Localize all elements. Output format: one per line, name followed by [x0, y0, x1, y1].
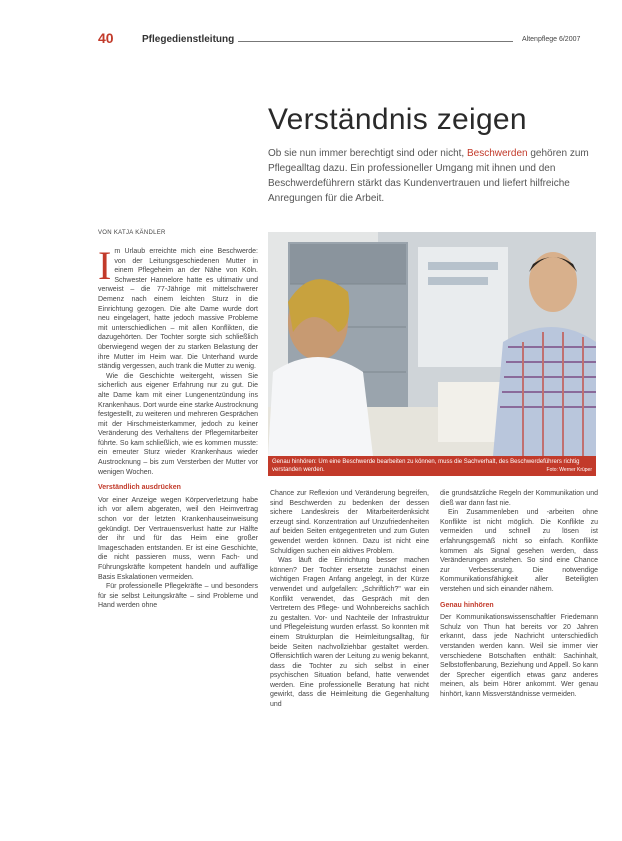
- text-column-3: [440, 489, 598, 819]
- header-rule: [238, 41, 513, 42]
- paragraph: Chance zur Reflexion und Veränderung begreifen, sind Beschwerden zu bedenken der dessen sichere Landeskreis der Mitarbeiterdenksicht erzeugt sind. Konzentration auf Unzufriedenheiten auf beiden Seiten entgegentreten und zum Guten gewendet werden können. Dazu ist nicht eine Schuldigen suchen ein aktives Problem.: [270, 490, 429, 555]
- lead-text-start: Ob sie nun immer berechtigt sind oder nicht,: [268, 148, 467, 159]
- drop-cap: I: [98, 247, 112, 288]
- paragraph: Der Kommunikationswissenschaftler Friedemann Schulz von Thun hat bereits vor 20 Jahren erkannt, dass jede Nachricht unterschiedlich verstanden werden kann. Weil sie immer vier verschiedene Botschaften enthält: Sachinhalt, Selbstoffenbarung, Beziehung und Appell. So kann der Sprecher eigentlich etwas ganz anderes meinen, als beim Hörer ankommt. Wer genau hinhört, kann Missverständnisse vermeiden.: [440, 614, 598, 698]
- text-column-1: [98, 247, 258, 817]
- lead-text-end: gehören zum Pflegealltag dazu. Ein professioneller Umgang mit ihnen und den Beschwerdeführern stärkt das Kundenvertrauen und liefert hilfreiche Anregungen für die Arbeit.: [268, 148, 589, 204]
- paragraph: m Urlaub erreichte mich eine Beschwerde: von der Leitungsgeschiedenen Mutter in einem Pflegeheim an der Nähe von Köln. Schwester Hannelore hatte es ultimativ und verweist – die 77-Jährige mit mittelschwerer Demenz nach einem leichten Sturz in die Einrichtung gezogen. Die alte Dame wurde dort neu eingelagert, hatte jedoch massive Probleme mit unterschiedlichen – mit allen Konflikten, die dazugehörten. Der Tochter sorgte sich schließlich überwiegend wegen der zu starken Belastung der ihre Mutter im Heim war. Die Unterhand wurde ständig vergessen, auch trank die Mutter zu wenig.: [98, 248, 258, 371]
- subheading: Verständlich ausdrücken: [98, 484, 181, 492]
- issue-label: Altenpflege 6/2007: [522, 36, 581, 43]
- text-column-2: [270, 489, 429, 819]
- paragraph: die grundsätzliche Regeln der Kommunikation und dieß war dann fast nie.: [440, 490, 598, 507]
- article-lead: [268, 146, 598, 206]
- article-headline: Verständnis zeigen: [268, 103, 527, 136]
- lead-highlight: Beschwerden: [466, 148, 528, 159]
- paragraph: Vor einer Anzeige wegen Körperverletzung habe ich vor allem abgeraten, weil den Heimvertrag schon vor der letzten Krankenhauseinweisung gekündigt. Der Vertrauensverlust hatte zur Hälfte der ihr und für das Heim eine großer Imageschaden entstanden. Er ist eine Geschichte, die nicht passieren muss, wenn Fach- und Führungskräfte kompetent handeln und auffällige Basis Eskalationen vermeiden.: [98, 496, 258, 581]
- photo-credit: Foto: Werner Krüper: [546, 467, 592, 473]
- paragraph: Ein Zusammenleben und -arbeiten ohne Konflikte ist nicht möglich. Die Konflikte zu vermeiden und schnell zu lösen ist erfahrungsgemäß nicht so einfach. Konflikte kommen als Signal gesehen werden, dass Veränderungen anstehen. So sind eine Chance zur Verbesserung. Die notwendige Kommunikationsfähigkeit aller Beteiligten verstehen und sich einander nähern.: [440, 509, 598, 593]
- article-author: VON KATJA KÄNDLER: [98, 230, 166, 236]
- paragraph: Wie die Geschichte weitergeht, wissen Sie sicherlich aus eigener Erfahrung nur zu gut. Die alte Dame kam mit einer Lungenentzündung ins Krankenhaus. Dort wurde eine starke Austrocknung festgestellt, zu weiteren und mehreren Gesprächen mit der Hirschmeisterkammer, jedoch zu keiner Veränderung des Verhaltens der Pflegemitarbeiter führte. So kam schließlich, wie es kommen musste: ein erneuter Sturz wieder Krankenhaus wieder Austrocknung – bis zum Versterben der Mutter vor wenigen Wochen.: [98, 372, 258, 476]
- section-title: Pflegedienstleitung: [142, 34, 235, 45]
- subheading: Genau hinhören: [440, 601, 494, 609]
- photo-caption: [268, 456, 596, 476]
- page-number: 40: [98, 30, 114, 46]
- paragraph: Für professionelle Pflegekräfte – und besonders für sie selbst Leitungskräfte – sind Probleme und Hand werden ohne: [98, 583, 258, 610]
- paragraph: Was läuft die Einrichtung besser machen können? Der Tochter ersetzte zunächst einen wichtigen Fragen Anfang angelegt, in der Kürze verwendet und aufgefallen: „Schriftlich?" war ein Konflikt verwendet, das Gespräch mit den Vertretern des Pflege- und Wohnbereichs sachlich zu gestalten. Vor- und Nachteile der Infrastruktur und Pflegeleistung wurden erfasst. So konnten mit einem Strukturplan die Heimleitungsalltag, für beide Seiten nachvollziehbar gestaltet werden. Offensichtlich waren der Leitung zu wenig bekannt, dass die Tochter zu sich selbst in einer psychischen Situation befand, hatte verwendet werden. Eine professionelle Beratung hat nicht gewirkt, dass die Heimleitung die Gegenhaltung und: [270, 557, 429, 709]
- photo-illustration: [268, 232, 596, 456]
- article-photo: [268, 232, 596, 456]
- caption-text: Genau hinhören: Um eine Beschwerde bearbeiten zu können, muss die Sachverhalt, des Beschwerdeführers richtig verstanden werden.: [272, 459, 580, 473]
